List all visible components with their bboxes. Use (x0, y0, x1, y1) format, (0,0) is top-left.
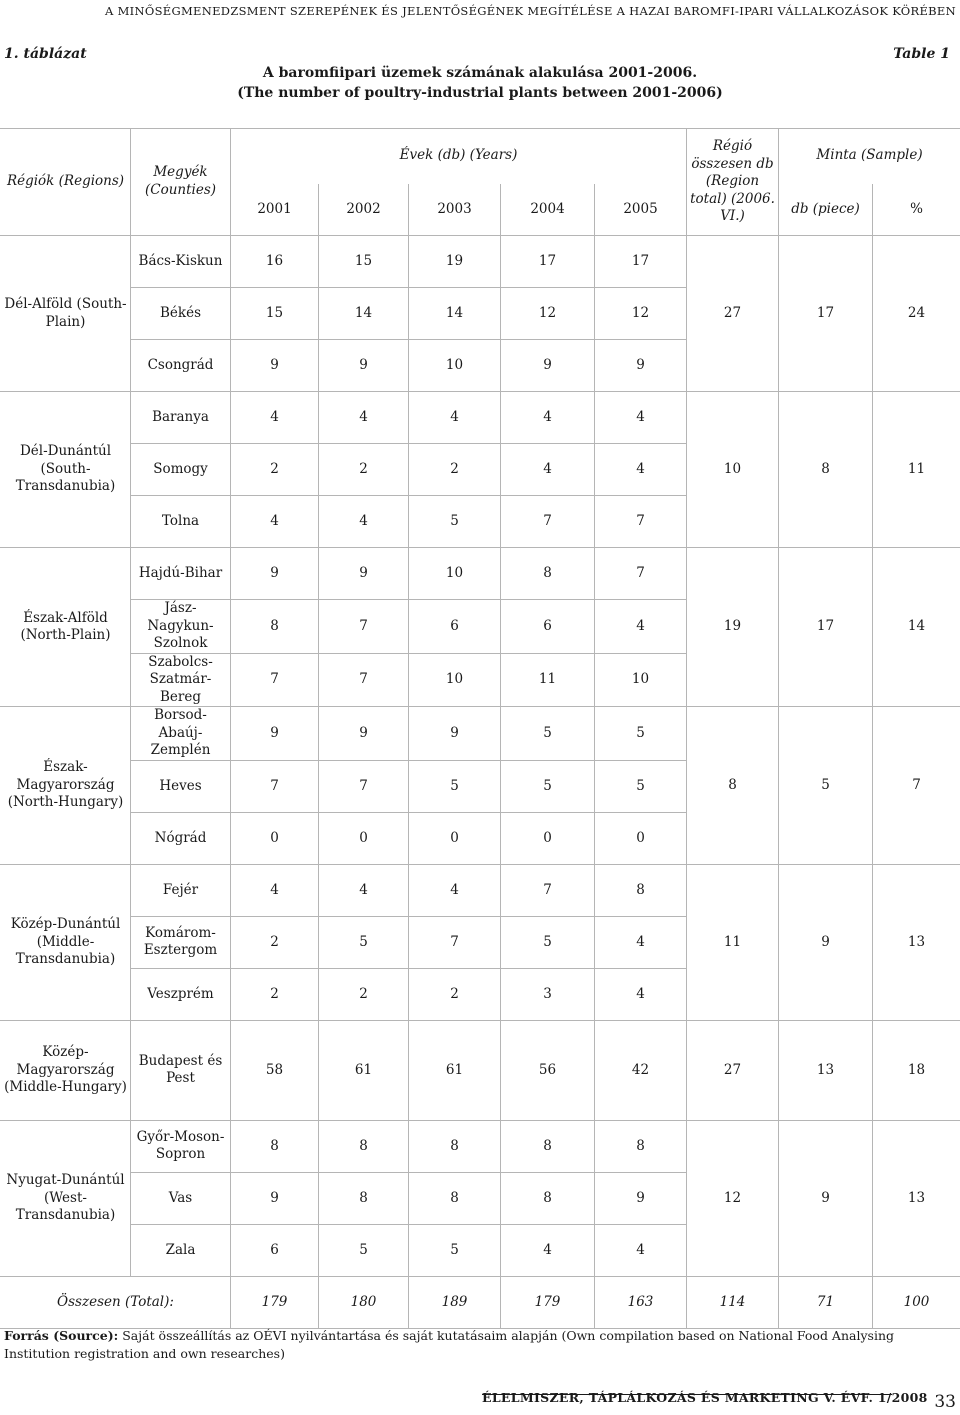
sample-db-cell: 9 (779, 864, 873, 1020)
value-cell: 56 (501, 1020, 595, 1120)
sample-db-cell: 17 (779, 548, 873, 707)
value-cell: 10 (409, 340, 501, 392)
region-cell: Dél-Dunántúl (South-Transdanubia) (1, 392, 131, 548)
value-cell: 61 (319, 1020, 409, 1120)
value-cell: 8 (501, 1120, 595, 1172)
region-cell: Észak-Magyarország (North-Hungary) (1, 707, 131, 865)
value-cell: 7 (409, 916, 501, 968)
county-cell: Fejér (131, 864, 231, 916)
region-total-header: Régió összesen db (Region total) (2006. VI.) (687, 129, 779, 236)
counties-header: Megyék (Counties) (131, 129, 231, 236)
value-cell: 4 (595, 600, 687, 654)
sample-pct-cell: 14 (873, 548, 960, 707)
value-cell: 9 (231, 340, 319, 392)
value-cell: 5 (595, 760, 687, 812)
sample-db-cell: 9 (779, 1120, 873, 1276)
total-value-cell: 180 (319, 1276, 409, 1328)
value-cell: 6 (501, 600, 595, 654)
sample-pct-cell: 11 (873, 392, 960, 548)
value-cell: 4 (595, 916, 687, 968)
value-cell: 5 (501, 707, 595, 761)
value-cell: 9 (231, 707, 319, 761)
sample-piece-header: db (piece) (779, 184, 873, 236)
value-cell: 0 (231, 812, 319, 864)
sample-pct-cell: 13 (873, 864, 960, 1020)
region-total-cell: 11 (687, 864, 779, 1020)
value-cell: 8 (409, 1172, 501, 1224)
value-cell: 7 (319, 760, 409, 812)
county-cell: Borsod-Abaúj-Zemplén (131, 707, 231, 761)
total-row (1, 1276, 960, 1328)
year-header-2004: 2004 (501, 184, 595, 236)
value-cell: 9 (595, 340, 687, 392)
county-cell: Vas (131, 1172, 231, 1224)
county-cell: Jász-Nagykun-Szolnok (131, 600, 231, 654)
value-cell: 9 (319, 340, 409, 392)
value-cell: 4 (231, 392, 319, 444)
total-value-cell: 179 (501, 1276, 595, 1328)
value-cell: 12 (595, 288, 687, 340)
year-header-2002: 2002 (319, 184, 409, 236)
total-sample-pct-cell: 100 (873, 1276, 960, 1328)
table-row (1, 236, 960, 288)
value-cell: 2 (231, 968, 319, 1020)
table-row (1, 1020, 960, 1120)
region-total-cell: 8 (687, 707, 779, 865)
value-cell: 5 (409, 496, 501, 548)
value-cell: 4 (319, 392, 409, 444)
poultry-plants-table (0, 128, 960, 1329)
sample-pct-cell: 13 (873, 1120, 960, 1276)
value-cell: 9 (501, 340, 595, 392)
value-cell: 7 (231, 760, 319, 812)
table-row (1, 392, 960, 444)
value-cell: 5 (319, 1224, 409, 1276)
county-cell: Heves (131, 760, 231, 812)
value-cell: 0 (409, 812, 501, 864)
value-cell: 7 (595, 548, 687, 600)
years-header: Évek (db) (Years) (231, 129, 687, 184)
year-header-2003: 2003 (409, 184, 501, 236)
county-cell: Nógrád (131, 812, 231, 864)
region-total-cell: 19 (687, 548, 779, 707)
region-cell: Dél-Alföld (South-Plain) (1, 236, 131, 392)
source-label: Forrás (Source): (4, 1328, 119, 1343)
region-cell: Nyugat-Dunántúl (West-Transdanubia) (1, 1120, 131, 1276)
sample-db-cell: 8 (779, 392, 873, 548)
region-total-cell: 27 (687, 1020, 779, 1120)
value-cell: 17 (501, 236, 595, 288)
table-caption: 1. táblázat (4, 46, 87, 62)
total-value-cell: 189 (409, 1276, 501, 1328)
value-cell: 5 (409, 760, 501, 812)
value-cell: 8 (501, 1172, 595, 1224)
county-cell: Somogy (131, 444, 231, 496)
sample-header: Minta (Sample) (779, 129, 960, 184)
region-total-cell: 27 (687, 236, 779, 392)
value-cell: 9 (231, 548, 319, 600)
value-cell: 7 (595, 496, 687, 548)
value-cell: 10 (595, 653, 687, 707)
value-cell: 5 (409, 1224, 501, 1276)
value-cell: 4 (319, 496, 409, 548)
value-cell: 19 (409, 236, 501, 288)
value-cell: 4 (409, 864, 501, 916)
county-cell: Baranya (131, 392, 231, 444)
value-cell: 4 (595, 1224, 687, 1276)
county-cell: Zala (131, 1224, 231, 1276)
value-cell: 2 (231, 916, 319, 968)
total-value-cell: 179 (231, 1276, 319, 1328)
table-caption-en: Table 1 (893, 46, 950, 62)
value-cell: 16 (231, 236, 319, 288)
value-cell: 2 (409, 444, 501, 496)
value-cell: 5 (501, 916, 595, 968)
value-cell: 4 (595, 444, 687, 496)
value-cell: 3 (501, 968, 595, 1020)
value-cell: 0 (319, 812, 409, 864)
value-cell: 2 (319, 444, 409, 496)
county-cell: Veszprém (131, 968, 231, 1020)
value-cell: 9 (409, 707, 501, 761)
value-cell: 7 (501, 496, 595, 548)
value-cell: 14 (409, 288, 501, 340)
value-cell: 8 (231, 1120, 319, 1172)
value-cell: 58 (231, 1020, 319, 1120)
value-cell: 8 (409, 1120, 501, 1172)
value-cell: 2 (319, 968, 409, 1020)
value-cell: 15 (231, 288, 319, 340)
regions-header: Régiók (Regions) (1, 129, 131, 236)
county-cell: Hajdú-Bihar (131, 548, 231, 600)
value-cell: 5 (319, 916, 409, 968)
value-cell: 4 (231, 864, 319, 916)
value-cell: 6 (409, 600, 501, 654)
value-cell: 4 (501, 392, 595, 444)
value-cell: 7 (231, 653, 319, 707)
value-cell: 0 (595, 812, 687, 864)
table-title: A baromfiipari üzemek számának alakulása 2001-2006. (262, 65, 698, 81)
county-cell: Győr-Moson-Sopron (131, 1120, 231, 1172)
sample-db-cell: 17 (779, 236, 873, 392)
value-cell: 8 (595, 864, 687, 916)
value-cell: 14 (319, 288, 409, 340)
source-text: Saját összeállítás az OÉVI nyilvántartása és saját kutatásaim alapján (Own compilation based on National Food Analysing Institution registration and own researches) (4, 1328, 894, 1362)
total-label: Összesen (Total): (1, 1276, 231, 1328)
value-cell: 11 (501, 653, 595, 707)
total-region-cell: 114 (687, 1276, 779, 1328)
county-cell: Békés (131, 288, 231, 340)
region-total-cell: 12 (687, 1120, 779, 1276)
value-cell: 5 (595, 707, 687, 761)
table-title-en: (The number of poultry-industrial plants between 2001-2006) (237, 85, 723, 101)
value-cell: 10 (409, 653, 501, 707)
value-cell: 17 (595, 236, 687, 288)
value-cell: 4 (409, 392, 501, 444)
sample-pct-cell: 24 (873, 236, 960, 392)
value-cell: 7 (501, 864, 595, 916)
county-cell: Tolna (131, 496, 231, 548)
value-cell: 0 (501, 812, 595, 864)
value-cell: 42 (595, 1020, 687, 1120)
value-cell: 6 (231, 1224, 319, 1276)
source-note (4, 1327, 960, 1363)
region-cell: Közép-Dunántúl (Middle-Transdanubia) (1, 864, 131, 1020)
value-cell: 4 (501, 444, 595, 496)
journal-footer: ÉLELMISZER, TÁPLÁLKOZÁS ÉS MARKETING V. ÉVF. 1/2008 (482, 1390, 928, 1405)
value-cell: 15 (319, 236, 409, 288)
region-cell: Észak-Alföld (North-Plain) (1, 548, 131, 707)
value-cell: 7 (319, 600, 409, 654)
table-row (1, 1120, 960, 1172)
total-sample-db-cell: 71 (779, 1276, 873, 1328)
value-cell: 9 (231, 1172, 319, 1224)
value-cell: 8 (319, 1120, 409, 1172)
value-cell: 8 (319, 1172, 409, 1224)
sample-pct-cell: 7 (873, 707, 960, 865)
value-cell: 10 (409, 548, 501, 600)
value-cell: 4 (595, 392, 687, 444)
region-total-cell: 10 (687, 392, 779, 548)
county-cell: Csongrád (131, 340, 231, 392)
sample-db-cell: 13 (779, 1020, 873, 1120)
value-cell: 9 (319, 707, 409, 761)
value-cell: 2 (409, 968, 501, 1020)
table-row (1, 548, 960, 600)
county-cell: Budapest és Pest (131, 1020, 231, 1120)
table-row (1, 707, 960, 761)
value-cell: 61 (409, 1020, 501, 1120)
sample-pct-cell: 18 (873, 1020, 960, 1120)
region-cell: Közép-Magyarország (Middle-Hungary) (1, 1020, 131, 1120)
year-header-2001: 2001 (231, 184, 319, 236)
value-cell: 12 (501, 288, 595, 340)
table-row (1, 864, 960, 916)
page-number: 33 (934, 1392, 956, 1412)
county-cell: Bács-Kiskun (131, 236, 231, 288)
running-head: A MINŐSÉGMENEDZSMENT SZEREPÉNEK ÉS JELENTŐSÉGÉNEK MEGÍTÉLÉSE A HAZAI BAROMFI-IPARI VÁLLALKOZÁSOK KÖRÉBEN (105, 4, 956, 18)
sample-db-cell: 5 (779, 707, 873, 865)
value-cell: 4 (501, 1224, 595, 1276)
sample-pct-header: % (873, 184, 960, 236)
value-cell: 7 (319, 653, 409, 707)
value-cell: 4 (231, 496, 319, 548)
year-header-2005: 2005 (595, 184, 687, 236)
county-cell: Szabolcs-Szatmár-Bereg (131, 653, 231, 707)
value-cell: 4 (319, 864, 409, 916)
value-cell: 5 (501, 760, 595, 812)
value-cell: 8 (231, 600, 319, 654)
value-cell: 8 (501, 548, 595, 600)
value-cell: 8 (595, 1120, 687, 1172)
value-cell: 9 (319, 548, 409, 600)
value-cell: 9 (595, 1172, 687, 1224)
value-cell: 4 (595, 968, 687, 1020)
total-value-cell: 163 (595, 1276, 687, 1328)
county-cell: Komárom-Esztergom (131, 916, 231, 968)
value-cell: 2 (231, 444, 319, 496)
